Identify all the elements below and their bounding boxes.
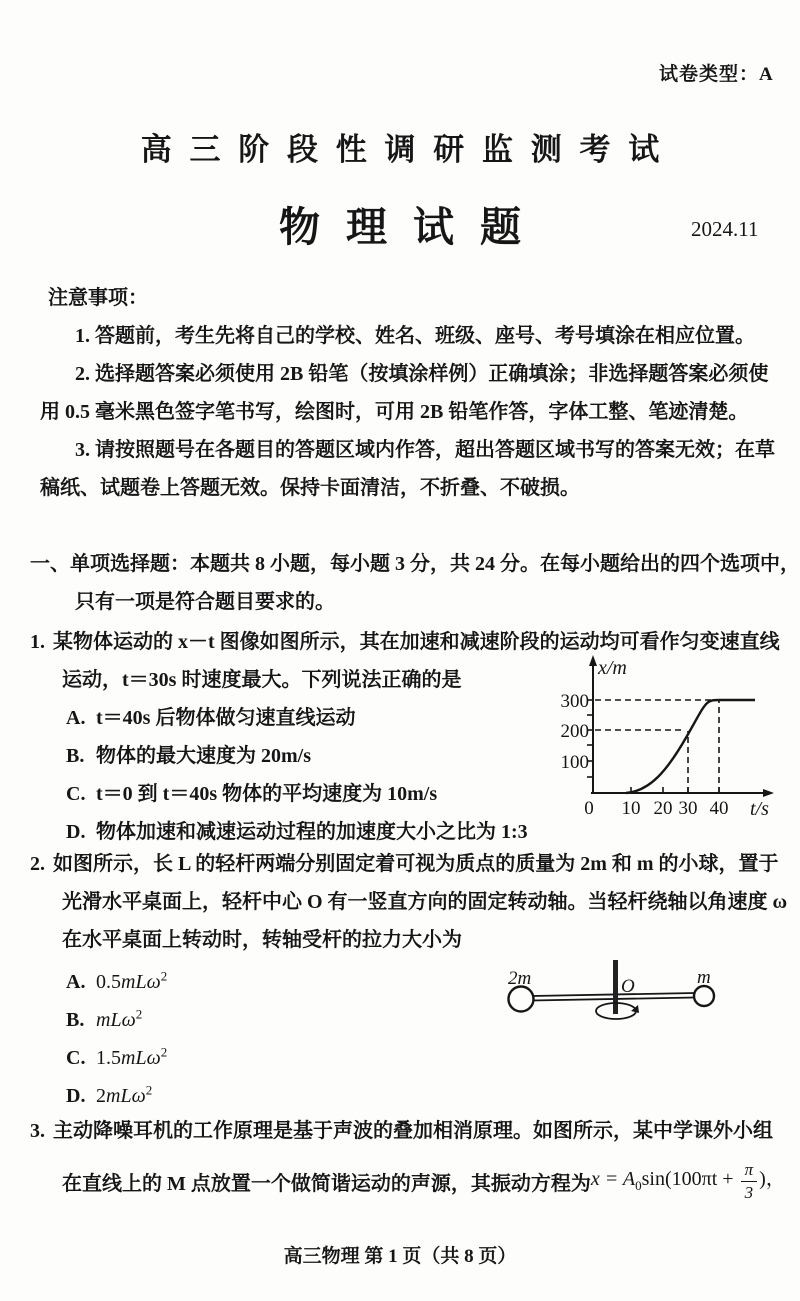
question-2-option-d [30,1077,167,1115]
option-label: D. [66,1085,86,1107]
exam-title: 高 三 阶 段 性 调 研 监 测 考 试 [140,132,665,167]
right-ball [694,986,714,1006]
question-2-stem-line-1: 2. 如图所示，长 L 的轻杆两端分别固定着可视为质点的质量为 2m 和 m 的小球，置于 [30,845,787,883]
fraction-denominator: 3 [744,1182,754,1202]
notice-section [40,279,775,507]
equation-subscript: 0 [635,1178,642,1194]
y-axis-label: x/m [598,657,627,679]
section-1-heading [30,545,800,621]
question-3-number: 3. [30,1120,45,1142]
option-label: D. [66,821,86,843]
x-tick-label: 10 [621,798,641,819]
y-axis-arrow [589,655,597,666]
y-tick-label: 300 [560,691,589,712]
question-2-option-c [30,1039,167,1077]
right-mass-label: m [697,967,711,988]
x-axis-arrow [763,789,774,797]
question-2-number: 2. [30,853,45,875]
option-formula: 1.5mLω$^2$ [96,1044,168,1069]
option-label: C. [66,783,86,805]
notice-item-3-line-1: 3. 请按照题号在各题目的答题区域内作答，超出答题区域书写的答案无效；在草 [75,439,775,461]
question-2-option-a [30,963,167,1001]
option-text: t＝40s 后物体做匀速直线运动 [96,707,356,729]
position-curve [626,700,755,793]
section-1-heading-line-1: 一、单项选择题：本题共 8 小题，每小题 3 分，共 24 分。在每小题给出的四个选项中， [30,553,800,575]
option-formula: 0.5mLω$^2$ [96,968,168,993]
option-label: B. [66,745,85,767]
page-footer: 高三物理 第 1 页（共 8 页） [283,1246,517,1267]
question-2-option-b [30,1001,167,1039]
notice-heading: 注意事项： [48,287,148,309]
notice-item-2-line-1: 2. 选择题答案必须使用 2B 铅笔（按填涂样例）正确填涂；非选择题答案必须使 [75,363,769,385]
notice-item-1-line-1: 1. 答题前，考生先将自己的学校、姓名、班级、座号、考号填涂在相应位置。 [75,325,755,347]
x-tick-label: 30 [678,798,698,819]
option-label: B. [66,1009,85,1031]
x-tick-label: 0 [584,798,594,819]
option-label: A. [66,707,86,729]
notice-item-2-line-2: 用 0.5 毫米黑色签字笔书写，绘图时，可用 2B 铅笔作答，字体工整、笔迹清楚。 [40,401,749,423]
option-text: t＝0 到 t＝40s 物体的平均速度为 10m/s [96,783,438,805]
question-1-stem-line-1: 1. 某物体运动的 x－t 图像如图所示，其在加速和减速阶段的运动均可看作匀变速直线 [30,623,780,661]
option-label: A. [66,971,86,993]
x-axis-label: t/s [750,798,769,820]
paper-type-label: 试卷类型：A [659,64,774,85]
x-tick-label: 20 [653,798,673,819]
left-mass-label: 2m [508,968,532,989]
y-tick-label: 100 [560,752,589,773]
xt-graph [556,653,792,821]
question-2-options [30,963,167,1115]
pivot-label: O [621,976,635,997]
subject-title: 物理试题 [279,204,547,250]
option-formula: mLω$^2$ [96,1006,143,1031]
question-3-stem-line-1: 3. 主动降噪耳机的工作原理是基于声波的叠加相消原理。如图所示，某中学课外小组 [30,1112,773,1150]
rotation-axis [613,960,618,1014]
question-1-number: 1. [30,631,45,653]
left-ball [509,987,534,1012]
question-3-stem-line-2 [62,1150,786,1212]
question-3-stem-text: 在直线上的 M 点放置一个做简谐运动的声源，其振动方程为 [62,1172,591,1195]
exam-date: 2024.11 [691,217,759,241]
vibration-equation: $x = A_0\sin(100\pi t$ + $\frac{\pi}{3}$ )， [590,1160,786,1202]
question-2 [30,845,787,959]
option-label: C. [66,1047,86,1069]
section-1-heading-line-2: 只有一项是符合题目要求的。 [75,591,335,613]
fraction-numerator: π [741,1160,758,1181]
question-2-stem-line-3: 在水平桌面上转动时，转轴受杆的拉力大小为 [62,929,462,951]
x-tick-label: 40 [709,798,729,819]
option-formula: 2mLω$^2$ [96,1082,153,1107]
rod-diagram [500,956,730,1036]
question-3 [30,1112,773,1150]
equation-fraction [741,1160,758,1201]
option-text: 物体的最大速度为 20m/s [96,745,311,767]
notice-item-3-line-2: 稿纸、试题卷上答题无效。保持卡面清洁，不折叠、不破损。 [40,477,580,499]
option-text: 物体加速和减速运动过程的加速度大小之比为 1:3 [96,821,528,843]
y-tick-label: 200 [560,721,589,742]
question-1-stem-line-2: 运动，t＝30s 时速度最大。下列说法正确的是 [62,669,462,691]
question-2-stem-line-2: 光滑水平桌面上，轻杆中心 O 有一竖直方向的固定转动轴。当轻杆绕轴以角速度 ω [62,891,788,913]
